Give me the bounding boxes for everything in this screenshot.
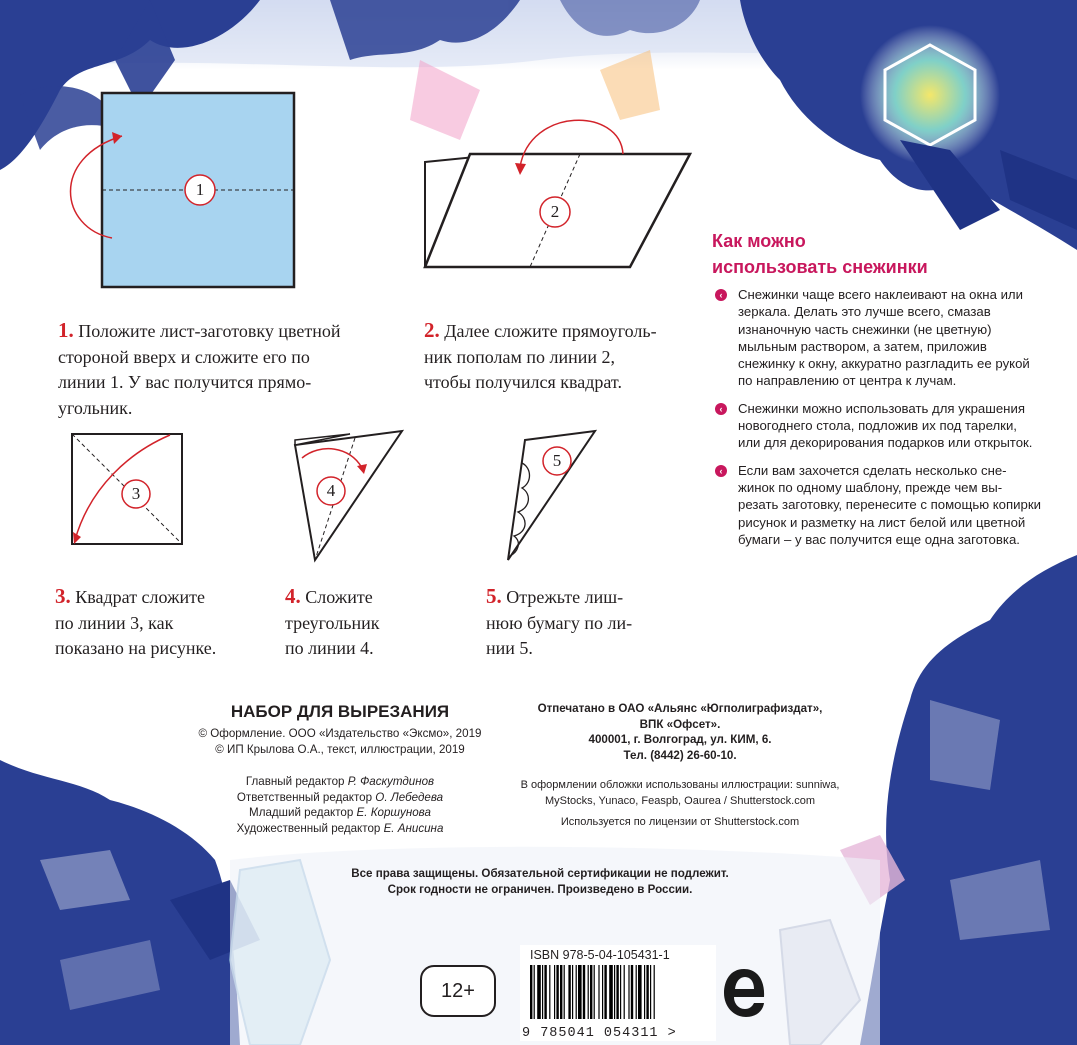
diagram-step-4 (290, 428, 405, 563)
imprint-license: Используется по лицензии от Shutterstock.com (560, 816, 800, 828)
sidebar-item: ‹ Снежинки чаще всего наклеивают на окна или зеркала. Делать это лучше всего, смазав изнаночную часть снежинки (не цветную) мыльным раствором, а затем, приложив снежинку к окну, аккуратно разгладить ее рукой по направлению от центра к лучам. (712, 286, 1042, 390)
diagram-label-1: 1 (195, 180, 205, 199)
diagram-step-5 (500, 428, 600, 563)
editor-line: Главный редактор Р. Фаскутдинов (245, 775, 435, 788)
chevron-bullet-icon: ‹ (715, 465, 727, 477)
step-3-text: 3. Квадрат сложите по линии 3, как показано на рисунке. (55, 584, 217, 658)
step-2-text: 2. Далее сложите прямоуголь- ник пополам по линии 2, чтобы получился квадрат. (424, 318, 657, 392)
sidebar-title: Как можно использовать снежинки (712, 231, 928, 277)
step-5-text: 5. Отрежьте лиш- нюю бумагу по ли- нии 5. (486, 584, 633, 658)
diagram-label-2: 2 (550, 202, 560, 221)
imprint-printer: Отпечатано в ОАО «Альянс «Югполиграфиздат», ВПК «Офсет». 400001, г. Волгоград, ул. КИМ, 6. Тел. (8442) 26-60-10. (537, 702, 823, 762)
publisher-logo-icon (720, 965, 768, 1021)
sidebar-item: ‹ Снежинки можно использовать для украшения новогоднего стола, подложив их под тарелки, или для декорирования подарков или открыток. (712, 400, 1042, 452)
isbn-text: ISBN 978-5-04-105431-1 (530, 948, 670, 962)
diagram-step-2 (415, 112, 695, 272)
imprint-editors (180, 774, 500, 836)
editor-line: Художественный редактор Е. Анисина (236, 821, 444, 835)
step-4-text: 4. Сложите треугольник по линии 4. (285, 584, 380, 658)
editor-line: Младший редактор Е. Коршунова (249, 806, 431, 819)
diagram-label-4: 4 (326, 481, 336, 500)
age-rating-badge: 12+ (420, 965, 496, 1017)
imprint-copyright: © Оформление. ООО «Издательство «Эксмо», 2019 © ИП Крылова О.А., текст, иллюстрации, 2019 (198, 727, 482, 756)
editor-line: Ответственный редактор О. Лебедева (236, 790, 444, 804)
step-1-text: 1. Положите лист-заготовку цветной стороной вверх и сложите его по линии 1. У вас получится прямо- угольник. (58, 318, 341, 418)
diagram-label-5: 5 (552, 451, 562, 470)
sidebar-item: ‹ Если вам захочется сделать несколько сне-жинок по одному шаблону, прежде чем вы-резать заготовку, перенесите с помощью копирки рисунок и разметку на лист белой или цветной бумаги – у вас получится еще одна заготовка. (712, 462, 1042, 548)
imprint-rights: Все права защищены. Обязательной сертификации не подлежит. Срок годности не ограничен. Произведено в России. (351, 867, 729, 896)
chevron-bullet-icon: ‹ (715, 289, 727, 301)
barcode-digits: 9 785041 054311 > (522, 1026, 677, 1041)
barcode-block (520, 945, 716, 1041)
barcode-bars (520, 963, 716, 1021)
diagram-label-3: 3 (131, 484, 141, 503)
imprint-illustrations: В оформлении обложки использованы иллюстрации: sunniwa, MyStocks, Yunaco, Feaspb, Oaurea / Shutterstock.com (520, 779, 840, 807)
sidebar-list (712, 286, 1042, 558)
diagram-step-1 (60, 88, 300, 293)
chevron-bullet-icon: ‹ (715, 403, 727, 415)
imprint-title: НАБОР ДЛЯ ВЫРЕЗАНИЯ (230, 702, 450, 721)
